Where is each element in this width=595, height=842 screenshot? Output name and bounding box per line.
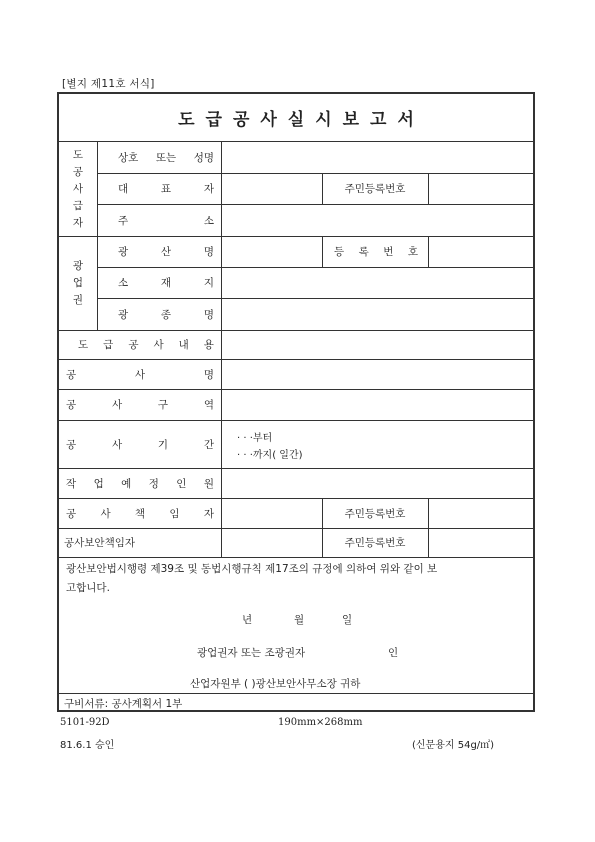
- name-field[interactable]: [222, 142, 534, 173]
- form-number-label: [별지 제11호 서식]: [62, 78, 155, 90]
- representative-label: 대 표 자: [118, 183, 214, 195]
- safety-rrn-field[interactable]: [429, 528, 534, 557]
- safety-rrn-label: 주민등록번호: [344, 537, 406, 549]
- attachments-label: 구비서류: 공사계획서 1부: [64, 698, 183, 710]
- approval-date: 81.6.1 승인: [60, 740, 115, 751]
- col-divider: [97, 142, 98, 330]
- form-title: 도급공사실시보고서: [59, 94, 533, 142]
- location-label: 소 재 지: [118, 277, 214, 289]
- work-content-field[interactable]: [222, 330, 534, 359]
- manager-rrn-field[interactable]: [429, 498, 534, 528]
- paper-size: 190mm×268mm: [278, 717, 363, 728]
- expected-workers-label: 작 업 예 정 인 원: [66, 477, 214, 490]
- mineral-name-label: 광 종 명: [118, 308, 214, 321]
- recipient-label: 산업자원부 ( )광산보안사무소장 귀하: [190, 678, 361, 690]
- date-year-label: 년: [242, 614, 253, 626]
- work-area-field[interactable]: [222, 389, 534, 420]
- work-content-label: 도 급 공 사 내 용: [78, 339, 214, 351]
- location-field[interactable]: [222, 267, 534, 298]
- work-name-field[interactable]: [222, 359, 534, 389]
- name-label: 상호 또는 성명: [118, 152, 214, 164]
- work-manager-label: 공 사 책 임 자: [66, 507, 214, 520]
- row-divider: [59, 557, 534, 558]
- manager-rrn-label: 주민등록번호: [344, 507, 406, 520]
- expected-workers-field[interactable]: [222, 468, 534, 498]
- form-code: 5101-92D: [60, 717, 110, 728]
- mining-right-group-label: 광 업 권: [72, 259, 84, 306]
- mine-name-label: 광 산 명: [118, 246, 214, 258]
- mine-name-field[interactable]: [222, 236, 322, 267]
- safety-manager-label: 공사보안책임자: [64, 537, 136, 549]
- rrn-label: 주민등록번호: [344, 183, 406, 195]
- row-divider: [59, 693, 534, 694]
- date-month-label: 월: [294, 614, 305, 626]
- period-start-field[interactable]: · · ·부터: [237, 433, 273, 444]
- contractor-group-label: 도 공 사 급 자: [72, 148, 84, 229]
- address-label: 주 소: [118, 214, 214, 227]
- paper-type: (신문용지 54g/㎡): [412, 740, 495, 751]
- period-end-field[interactable]: · · ·까지( 일간): [237, 450, 303, 461]
- work-name-label: 공 사 명: [66, 368, 214, 381]
- seal-label: 인: [388, 647, 399, 659]
- col-divider: [322, 236, 323, 267]
- registration-number-field[interactable]: [429, 236, 534, 267]
- signer-label: 광업권자 또는 조광권자: [197, 647, 306, 659]
- report-statement: 광산보안법시행령 제39조 및 동법시행규칙 제17조의 규정에 의하여 위와 같이 보 고합니다.: [66, 563, 438, 594]
- work-manager-field[interactable]: [222, 498, 322, 528]
- rrn-field[interactable]: [429, 173, 534, 204]
- registration-number-label: 등 록 번 호: [334, 246, 418, 258]
- address-field[interactable]: [222, 204, 534, 236]
- work-period-label: 공 사 기 간: [66, 438, 214, 451]
- safety-manager-field[interactable]: [222, 528, 322, 557]
- work-area-label: 공 사 구 역: [66, 399, 214, 411]
- date-day-label: 일: [342, 614, 353, 626]
- mineral-name-field[interactable]: [222, 298, 534, 330]
- representative-field[interactable]: [222, 173, 322, 204]
